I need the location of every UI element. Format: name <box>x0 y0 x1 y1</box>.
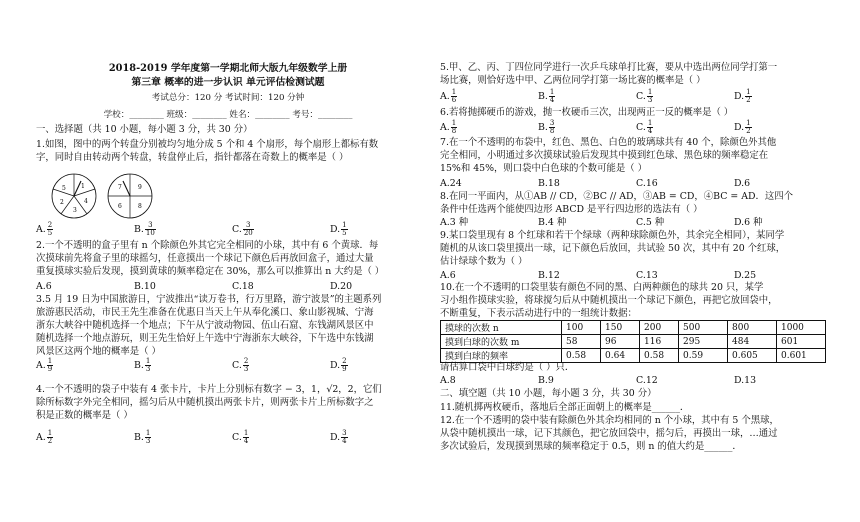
table-cell: 摸到白球的频率 <box>441 349 562 363</box>
q5-option-d[interactable]: D. $\frac{1}{2}$ <box>734 88 751 105</box>
section2-heading: 二、填空题（共 10 小题，每小题 3 分，共 30 分） <box>440 388 657 399</box>
exam-info: 考试总分：120 分 考试时间：120 分钟 <box>151 93 305 103</box>
q3-option-a[interactable]: A. $\frac{1}{9}$ <box>36 357 53 374</box>
q1-option-b[interactable]: B. $\frac{3}{10}$ <box>134 221 155 238</box>
exam-title: 2018-2019 学年度第一学期北师大版九年级数学上册 <box>108 63 348 74</box>
q11-text: 11.随机掷两枚硬币，落地后全部正面朝上的概率是______． <box>440 402 690 413</box>
q4-option-b[interactable]: B. $\frac{1}{3}$ <box>134 429 151 446</box>
q2-line-3: 重复摸球实验后发现，摸到黄球的频率稳定在 30%，那么可以推算出 n 大约是（ ） <box>36 265 385 277</box>
table-cell: 0.601 <box>777 349 826 363</box>
q7-option-b[interactable]: B.18 <box>538 178 560 189</box>
q10-option-c[interactable]: C.12 <box>636 375 658 386</box>
q2-option-c[interactable]: C.18 <box>232 281 254 292</box>
q3-line-4: 随机选择一个地点游玩，则王先生恰好上午选中宁海浙东大峡谷，下午选中东钱湖 <box>36 332 374 344</box>
wheel1-num: 5 <box>62 185 66 192</box>
table-cell: 0.605 <box>728 349 777 363</box>
q6-options <box>440 120 834 136</box>
q2-option-b[interactable]: B.10 <box>134 281 156 292</box>
q5-options <box>440 89 834 105</box>
q7-options <box>440 178 834 191</box>
q8-line-2: 条件中任选两个能使四边形 ABCD 是平行四边形的选法有（ ） <box>440 203 703 215</box>
q12-text <box>440 415 834 454</box>
q3-line-3: 浙东大峡谷中随机选择一个地点；下午从宁波动物园、伍山石窟、东钱湖风景区中 <box>36 319 374 331</box>
spinner-wheel-1 <box>52 174 96 218</box>
wheel2-num: 6 <box>118 203 122 210</box>
table-cell: 摸到白球的次数 m <box>441 335 562 349</box>
q10-text <box>440 282 834 321</box>
q9-option-a[interactable]: A.6 <box>440 270 456 281</box>
q5-text <box>440 62 834 88</box>
q10-options <box>440 375 834 388</box>
q8-option-a[interactable]: A.3 种 <box>440 217 469 228</box>
pointer-2 <box>123 181 130 196</box>
q8-option-c[interactable]: C.5 种 <box>636 217 665 228</box>
table-cell: 0.58 <box>640 349 679 363</box>
q12-line-2: 从袋中随机摸出一球，记下其颜色，把它放回袋中，摇匀后，再摸出一球，…通过 <box>440 427 778 439</box>
q9-line-2: 随机的从该口袋里摸出一球，记下颜色后放回，共试验 50 次，其中有 20 个红球， <box>440 242 786 254</box>
q1-option-d[interactable]: D. $\frac{1}{5}$ <box>330 221 347 238</box>
table-cell: 0.58 <box>562 349 601 363</box>
table-row <box>441 349 826 363</box>
q2-options <box>36 281 428 294</box>
q9-option-d[interactable]: D.25 <box>734 270 757 281</box>
q9-line-3: 估计绿球个数为（ ） <box>440 255 528 267</box>
q8-line-1: 8.在同一平面内，从①AB // CD，②BC // AD，③AB = CD，④BC = AD．这四个 <box>440 191 794 202</box>
q3-line-5: 风景区这两个地的概率是（ ） <box>36 345 161 357</box>
q1-options <box>36 222 428 238</box>
table-cell: 96 <box>601 335 640 349</box>
q6-option-a[interactable]: A. $\frac{1}{8}$ <box>440 119 457 136</box>
table-cell: 58 <box>562 335 601 349</box>
q9-line-1: 9.某口袋里现有 8 个红球和若干个绿球（两种球除颜色外，其余完全相同），某同学 <box>440 230 785 241</box>
q5-line-1: 5.甲、乙、丙、丁四位同学进行一次乒乓球单打比赛，要从中选出两位同学打第一 <box>440 62 778 73</box>
wheel2-num: 9 <box>138 184 142 191</box>
spinner-wheel-2 <box>108 174 152 218</box>
q9-option-c[interactable]: C.13 <box>636 270 658 281</box>
q8-option-b[interactable]: B.4 种 <box>538 217 567 228</box>
q2-option-d[interactable]: D.20 <box>330 281 353 292</box>
table-cell: 800 <box>728 321 777 335</box>
table-cell: 116 <box>640 335 679 349</box>
q7-text <box>440 137 834 176</box>
q10-line-3: 不断重复，下表示活动进行中的一组统计数据： <box>440 307 637 319</box>
q7-option-c[interactable]: C.16 <box>636 178 658 189</box>
wheel2-num: 7 <box>118 184 122 191</box>
table-cell: 100 <box>562 321 601 335</box>
q3-option-d[interactable]: D. $\frac{2}{9}$ <box>330 357 347 374</box>
table-cell: 500 <box>679 321 728 335</box>
q2-line-2: 次摸球前先将盒子里的球摇匀，任意摸出一个球记下颜色后再放回盒子，通过大量 <box>36 252 374 264</box>
q1-text <box>36 139 428 165</box>
q1-line-1: 1.如图，图中的两个转盘分别被均匀地分成 5 个和 4 个扇形，每个扇形上都标有数 <box>36 139 379 150</box>
table-cell: 484 <box>728 335 777 349</box>
q4-option-c[interactable]: C. $\frac{1}{4}$ <box>232 429 249 446</box>
q7-line-2: 完全相同，小明通过多次摸球试验后发现其中摸到红色球、黑色球的频率稳定在 <box>440 149 769 161</box>
q6-option-b[interactable]: B. $\frac{3}{8}$ <box>538 119 555 136</box>
q3-line-1: 3.5 月 19 日为中国旅游日，宁波推出“读万卷书，行万里路，游宁波景”的主题系列 <box>36 294 382 305</box>
table-cell: 295 <box>679 335 728 349</box>
q4-option-d[interactable]: D. $\frac{3}{4}$ <box>330 429 347 446</box>
q4-line-2: 除所标数字外完全相同，摇匀后从中随机摸出两张卡片，则两张卡片上所标数字之 <box>36 396 374 408</box>
student-info: 学校：________ 班级：________ 姓名：________ 考号：________ <box>103 110 353 120</box>
q4-text <box>36 384 428 423</box>
wheel1-num: 1 <box>81 183 85 190</box>
q5-line-2: 场比赛，则恰好选中甲、乙两位同学打第一场比赛的概率是（ ） <box>440 74 706 86</box>
table-cell: 601 <box>777 335 826 349</box>
q3-line-2: 旅游惠民活动，市民王先生准备在优惠日当天上午从奉化溪口、象山影视城、宁海 <box>36 306 374 318</box>
q12-line-3: 多次试验后，发现摸到黑球的频率稳定于 0.5，则 n 的值大约是______． <box>440 440 742 452</box>
q6-option-d[interactable]: D. $\frac{1}{2}$ <box>734 119 751 136</box>
q1-line-2: 字，同时自由转动两个转盘，转盘停止后，指针都落在奇数上的概率是（ ） <box>36 151 349 163</box>
q2-text <box>36 240 428 279</box>
q7-line-3: 15%和 45%，则口袋中白色球的个数可能是（ ） <box>440 162 648 174</box>
q5-option-b[interactable]: B. $\frac{1}{4}$ <box>538 88 555 105</box>
q10-line-2: 习小组作摸球实验，将球搅匀后从中随机摸出一个球记下颜色，再把它放回袋中， <box>440 294 778 306</box>
section1-heading: 一、选择题（共 10 小题，每小题 3 分，共 30 分） <box>36 124 253 135</box>
q10-line-1: 10.在一个不透明的口袋里装有颜色不同的黑、白两种颜色的球共 20 只，某学 <box>440 282 764 293</box>
q8-options <box>440 217 834 230</box>
q10-question: 请估算口袋中白球约是（ ）只． <box>440 362 575 373</box>
q4-line-3: 积是正数的概率是（ ） <box>36 409 133 421</box>
table-cell: 0.59 <box>679 349 728 363</box>
q2-line-1: 2.一个不透明的盒子里有 n 个除颜色外其它完全相同的小球，其中有 6 个黄球．每 <box>36 240 379 251</box>
q4-option-a[interactable]: A. $\frac{1}{2}$ <box>36 429 53 446</box>
wheel1-num: 4 <box>84 198 88 205</box>
q2-option-a[interactable]: A.6 <box>36 281 52 292</box>
q1-option-c[interactable]: C. $\frac{3}{20}$ <box>232 221 253 238</box>
wheel1-num: 3 <box>73 207 77 214</box>
q8-text <box>440 191 834 217</box>
exam-subtitle: 第三章 概率的进一步认识 单元评估检测试题 <box>131 77 325 88</box>
q6-option-c[interactable]: C. $\frac{1}{4}$ <box>636 119 653 136</box>
frequency-table <box>440 320 826 363</box>
q5-option-a[interactable]: A. $\frac{1}{6}$ <box>440 88 457 105</box>
table-cell: 摸球的次数 n <box>441 321 562 335</box>
q10-option-b[interactable]: B.9 <box>538 375 554 386</box>
q9-text <box>440 230 834 269</box>
table-cell: 0.64 <box>601 349 640 363</box>
q6-text: 6.若将抛掷硬币的游戏，抛一枚硬币三次，出现两正一反的概率是（ ） <box>440 107 734 118</box>
q7-option-a[interactable]: A.24 <box>440 178 462 189</box>
table-row <box>441 335 826 349</box>
q5-option-c[interactable]: C. $\frac{1}{3}$ <box>636 88 653 105</box>
q10-option-d[interactable]: D.13 <box>734 375 757 386</box>
q3-text <box>36 294 428 359</box>
q3-option-b[interactable]: B. $\frac{1}{3}$ <box>134 357 151 374</box>
spinner-wheels <box>50 172 160 220</box>
wheel2-num: 8 <box>138 203 142 210</box>
q7-line-1: 7.在一个不透明的布袋中，红色、黑色、白色的玻璃球共有 40 个，除颜色外其他 <box>440 137 777 148</box>
q3-option-c[interactable]: C. $\frac{2}{3}$ <box>232 357 249 374</box>
q9-option-b[interactable]: B.12 <box>538 270 560 281</box>
q10-option-a[interactable]: A.8 <box>440 375 456 386</box>
q3-options <box>36 358 428 374</box>
q12-line-1: 12.在一个不透明的袋中装有除颜色外其余均相同的 n 个小球，其中有 5 个黑球， <box>440 415 779 426</box>
q1-option-a[interactable]: A. $\frac{2}{5}$ <box>36 221 53 238</box>
table-row <box>441 321 826 335</box>
table-cell: 200 <box>640 321 679 335</box>
q4-line-1: 4.一个不透明的袋子中装有 4 张卡片，卡片上分别标有数字 − 3，1，√2，2，它们 <box>36 384 382 395</box>
table-cell: 1000 <box>777 321 826 335</box>
q7-option-d[interactable]: D.6 <box>734 178 751 189</box>
wheel1-num: 2 <box>60 199 64 206</box>
q4-options <box>36 430 428 446</box>
table-cell: 150 <box>601 321 640 335</box>
q8-option-d[interactable]: D.6 种 <box>734 217 763 228</box>
